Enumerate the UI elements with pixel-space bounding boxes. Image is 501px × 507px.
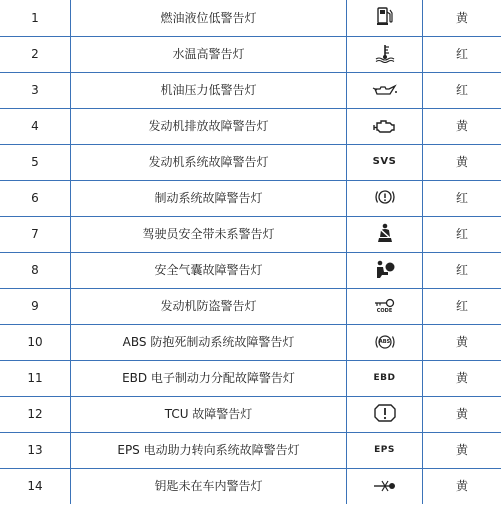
light-color: 红 [423,252,501,288]
row-number: 7 [0,216,71,252]
eps-text-icon: EPS [374,445,395,455]
coolant-temperature-icon [374,43,396,63]
light-color: 黄 [423,396,501,432]
svs-text-icon: SVS [372,156,397,167]
tcu-warning-icon [373,403,397,423]
warning-light-name: EPS 电动助力转向系统故障警告灯 [71,432,347,468]
warning-light-name: 水温高警告灯 [71,36,347,72]
row-number: 12 [0,396,71,432]
light-color: 黄 [423,360,501,396]
table-row [0,396,501,432]
warning-light-name: 安全气囊故障警告灯 [71,252,347,288]
row-number: 10 [0,324,71,360]
brake-warning-icon [374,187,396,207]
engine-icon [373,116,397,136]
warning-light-name: EBD 电子制动力分配故障警告灯 [71,360,347,396]
abs-icon [374,332,396,352]
warning-light-name: TCU 故障警告灯 [71,396,347,432]
oil-can-icon [372,80,398,100]
row-number: 9 [0,288,71,324]
warning-light-name: 机油压力低警告灯 [71,72,347,108]
light-color: 黄 [423,144,501,180]
table-row [0,72,501,108]
row-number: 13 [0,432,71,468]
table-row [0,108,501,144]
warning-light-name: 制动系统故障警告灯 [71,180,347,216]
airbag-icon [374,259,396,279]
row-number: 14 [0,468,71,504]
light-color: 黄 [423,432,501,468]
row-number: 6 [0,180,71,216]
table-row [0,0,501,36]
table-row [0,252,501,288]
fuel-pump-icon [376,6,394,26]
light-color: 红 [423,288,501,324]
light-color: 红 [423,36,501,72]
warning-light-name: 发动机防盗警告灯 [71,288,347,324]
light-color: 黄 [455,479,468,494]
warning-light-name: 驾驶员安全带未系警告灯 [71,216,347,252]
warning-light-name: 发动机排放故障警告灯 [71,108,347,144]
warning-light-name: 燃油液位低警告灯 [71,0,347,36]
light-color: 红 [423,216,501,252]
abs-label: ABS [378,339,391,345]
light-color: 红 [423,72,501,108]
row-number: 8 [0,252,71,288]
code-label: CODE [376,308,393,314]
warning-light-name: ABS 防抱死制动系统故障警告灯 [71,324,347,360]
light-color: 红 [423,180,501,216]
table-row [0,180,501,216]
table-row [0,360,501,396]
table-row [0,468,501,504]
table-row [0,288,501,324]
light-color: 黄 [423,324,501,360]
light-color: 黄 [423,108,501,144]
ebd-text-icon: EBD [373,373,396,383]
row-number: 11 [0,360,71,396]
light-color: 黄 [423,0,501,36]
table-row [0,432,501,468]
table-row [0,144,501,180]
warning-light-name: 发动机系统故障警告灯 [71,144,347,180]
key-not-in-car-icon [372,476,398,496]
key-code-icon [374,295,396,317]
row-number: 1 [0,0,71,36]
warning-light-name: 钥匙未在车内警告灯 [71,468,347,504]
table-row [0,36,501,72]
row-number: 4 [0,108,71,144]
row-number: 5 [0,144,71,180]
table-row [0,324,501,360]
table-row [0,216,501,252]
row-number: 3 [0,72,71,108]
seatbelt-icon [376,223,394,243]
row-number: 2 [0,36,71,72]
